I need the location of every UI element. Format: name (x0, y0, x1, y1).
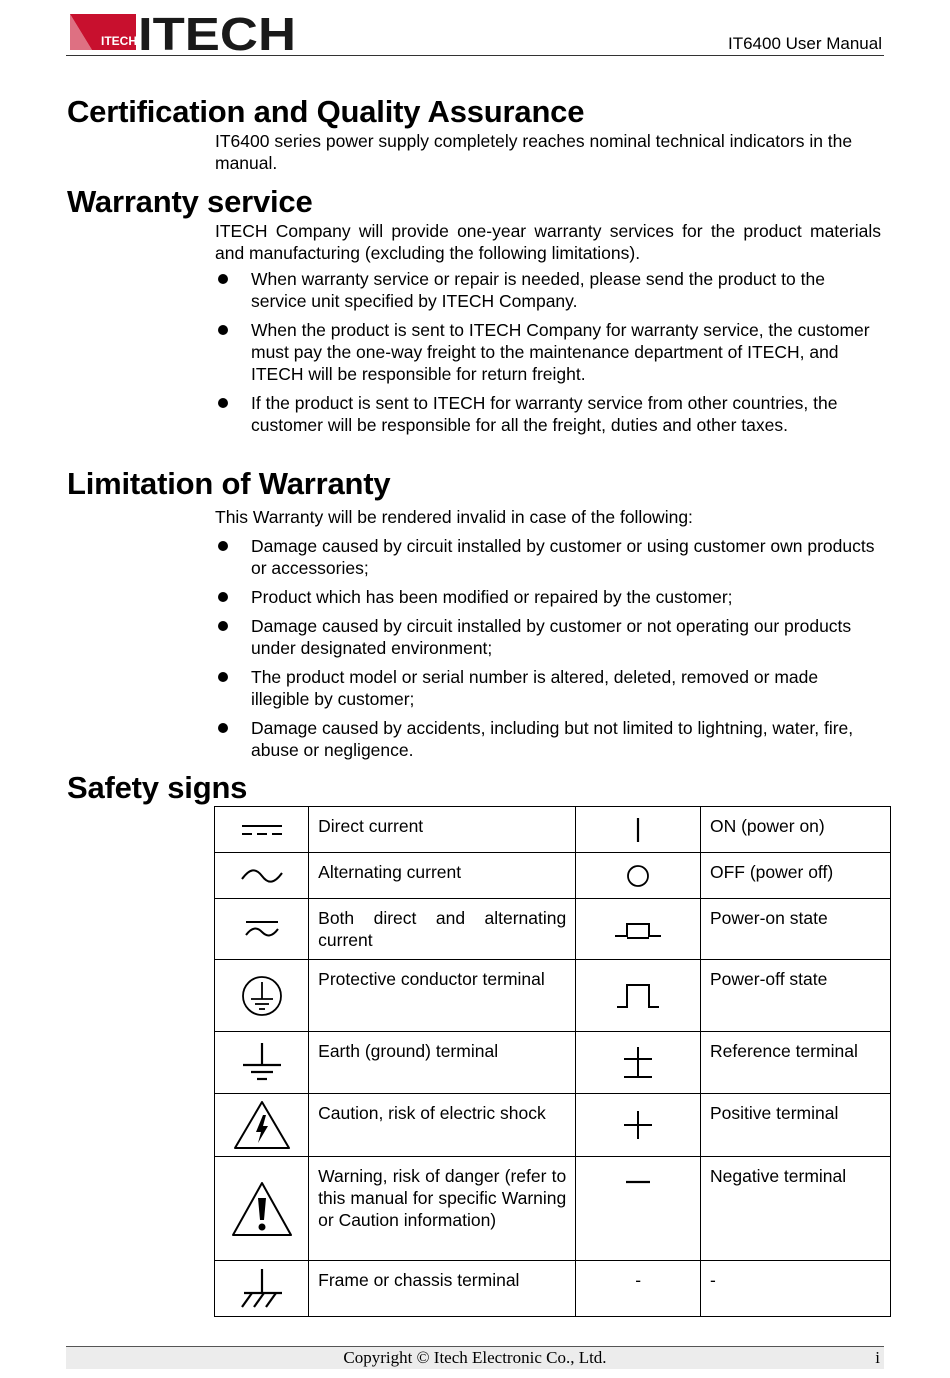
electric-shock-caution-label: Caution, risk of electric shock (309, 1094, 576, 1157)
off-power-label: OFF (power off) (700, 853, 890, 899)
bullet-icon (218, 325, 228, 335)
safety-signs-table (214, 806, 891, 1317)
safety-signs-heading: Safety signs (67, 770, 248, 805)
list-item: Damage caused by accidents, including but not limited to lightning, water, fire, abuse or negligence. (215, 717, 881, 761)
warranty-heading: Warranty service (67, 184, 313, 219)
earth-ground-terminal-label: Earth (ground) terminal (309, 1032, 576, 1094)
empty-label: - (700, 1261, 890, 1317)
logo-text: ITECH (138, 10, 296, 54)
protective-conductor-terminal-label: Protective conductor terminal (309, 960, 576, 1032)
on-power-icon (576, 807, 701, 853)
list-item: Product which has been modified or repaired by the customer; (215, 586, 881, 608)
warning-danger-icon (215, 1157, 309, 1261)
list-item: The product model or serial number is altered, deleted, removed or made illegible by customer; (215, 666, 881, 710)
list-item: When warranty service or repair is needed, please send the product to the service unit specified by ITECH Company. (215, 268, 881, 312)
negative-terminal-icon (576, 1157, 701, 1261)
frame-chassis-terminal-icon (215, 1261, 309, 1317)
negative-terminal-label: Negative terminal (700, 1157, 890, 1261)
earth-ground-terminal-icon (215, 1032, 309, 1094)
reference-terminal-label: Reference terminal (700, 1032, 890, 1094)
page-number: i (875, 1348, 880, 1367)
list-item: If the product is sent to ITECH for warranty service from other countries, the customer will be responsible for all the freight, duties and other taxes. (215, 392, 881, 436)
list-item: Damage caused by circuit installed by customer or not operating our products under designated environment; (215, 615, 881, 659)
warranty-list (215, 268, 881, 443)
protective-conductor-terminal-icon (215, 960, 309, 1032)
positive-terminal-icon (576, 1094, 701, 1157)
bullet-icon (218, 398, 228, 408)
power-off-state-label: Power-off state (700, 960, 890, 1032)
table-row (215, 807, 891, 853)
on-power-label: ON (power on) (700, 807, 890, 853)
certification-heading: Certification and Quality Assurance (67, 94, 585, 129)
table-row (215, 853, 891, 899)
alternating-current-label: Alternating current (309, 853, 576, 899)
bullet-icon (218, 592, 228, 602)
manual-title: IT6400 User Manual (727, 34, 882, 53)
direct-and-alternating-current-icon (215, 899, 309, 960)
table-row (215, 960, 891, 1032)
direct-current-icon (215, 807, 309, 853)
list-item: When the product is sent to ITECH Company for warranty service, the customer must pay the one-way freight to the maintenance department of ITECH, and ITECH will be responsible for return freight. (215, 319, 881, 385)
frame-chassis-terminal-label: Frame or chassis terminal (309, 1261, 576, 1317)
off-power-icon (576, 853, 701, 899)
table-row (215, 1032, 891, 1094)
table-row (215, 1094, 891, 1157)
itech-logo (70, 10, 300, 54)
power-on-state-label: Power-on state (700, 899, 890, 960)
limitation-intro: This Warranty will be rendered invalid in case of the following: (215, 507, 693, 527)
certification-body: IT6400 series power supply completely reaches nominal technical indicators in the manual. (215, 131, 853, 173)
bullet-icon (218, 672, 228, 682)
table-row (215, 1261, 891, 1317)
empty-symbol: - (635, 1270, 642, 1290)
header-divider (66, 55, 884, 56)
logo-badge-text: ITECH (101, 34, 137, 48)
table-row (215, 899, 891, 960)
bullet-icon (218, 274, 228, 284)
limitation-list (215, 535, 881, 768)
bullet-icon (218, 541, 228, 551)
alternating-current-icon (215, 853, 309, 899)
limitation-heading: Limitation of Warranty (67, 466, 391, 501)
copyright-text: Copyright © Itech Electronic Co., Ltd. (343, 1348, 607, 1367)
bullet-icon (218, 723, 228, 733)
power-on-state-icon (576, 899, 701, 960)
warning-danger-label: Warning, risk of danger (refer to this manual for specific Warning or Caution information) (309, 1157, 576, 1261)
list-item: Damage caused by circuit installed by customer or using customer own products or accessories; (215, 535, 881, 579)
electric-shock-caution-icon (215, 1094, 309, 1157)
direct-and-alternating-current-label: Both direct and alternating current (309, 899, 576, 960)
warranty-intro: ITECH Company will provide one-year warranty services for the product materials and manufacturing (excluding the following limitations). (215, 221, 881, 263)
positive-terminal-label: Positive terminal (700, 1094, 890, 1157)
bullet-icon (218, 621, 228, 631)
direct-current-label: Direct current (309, 807, 576, 853)
table-row (215, 1157, 891, 1261)
power-off-state-icon (576, 960, 701, 1032)
reference-terminal-icon (576, 1032, 701, 1094)
